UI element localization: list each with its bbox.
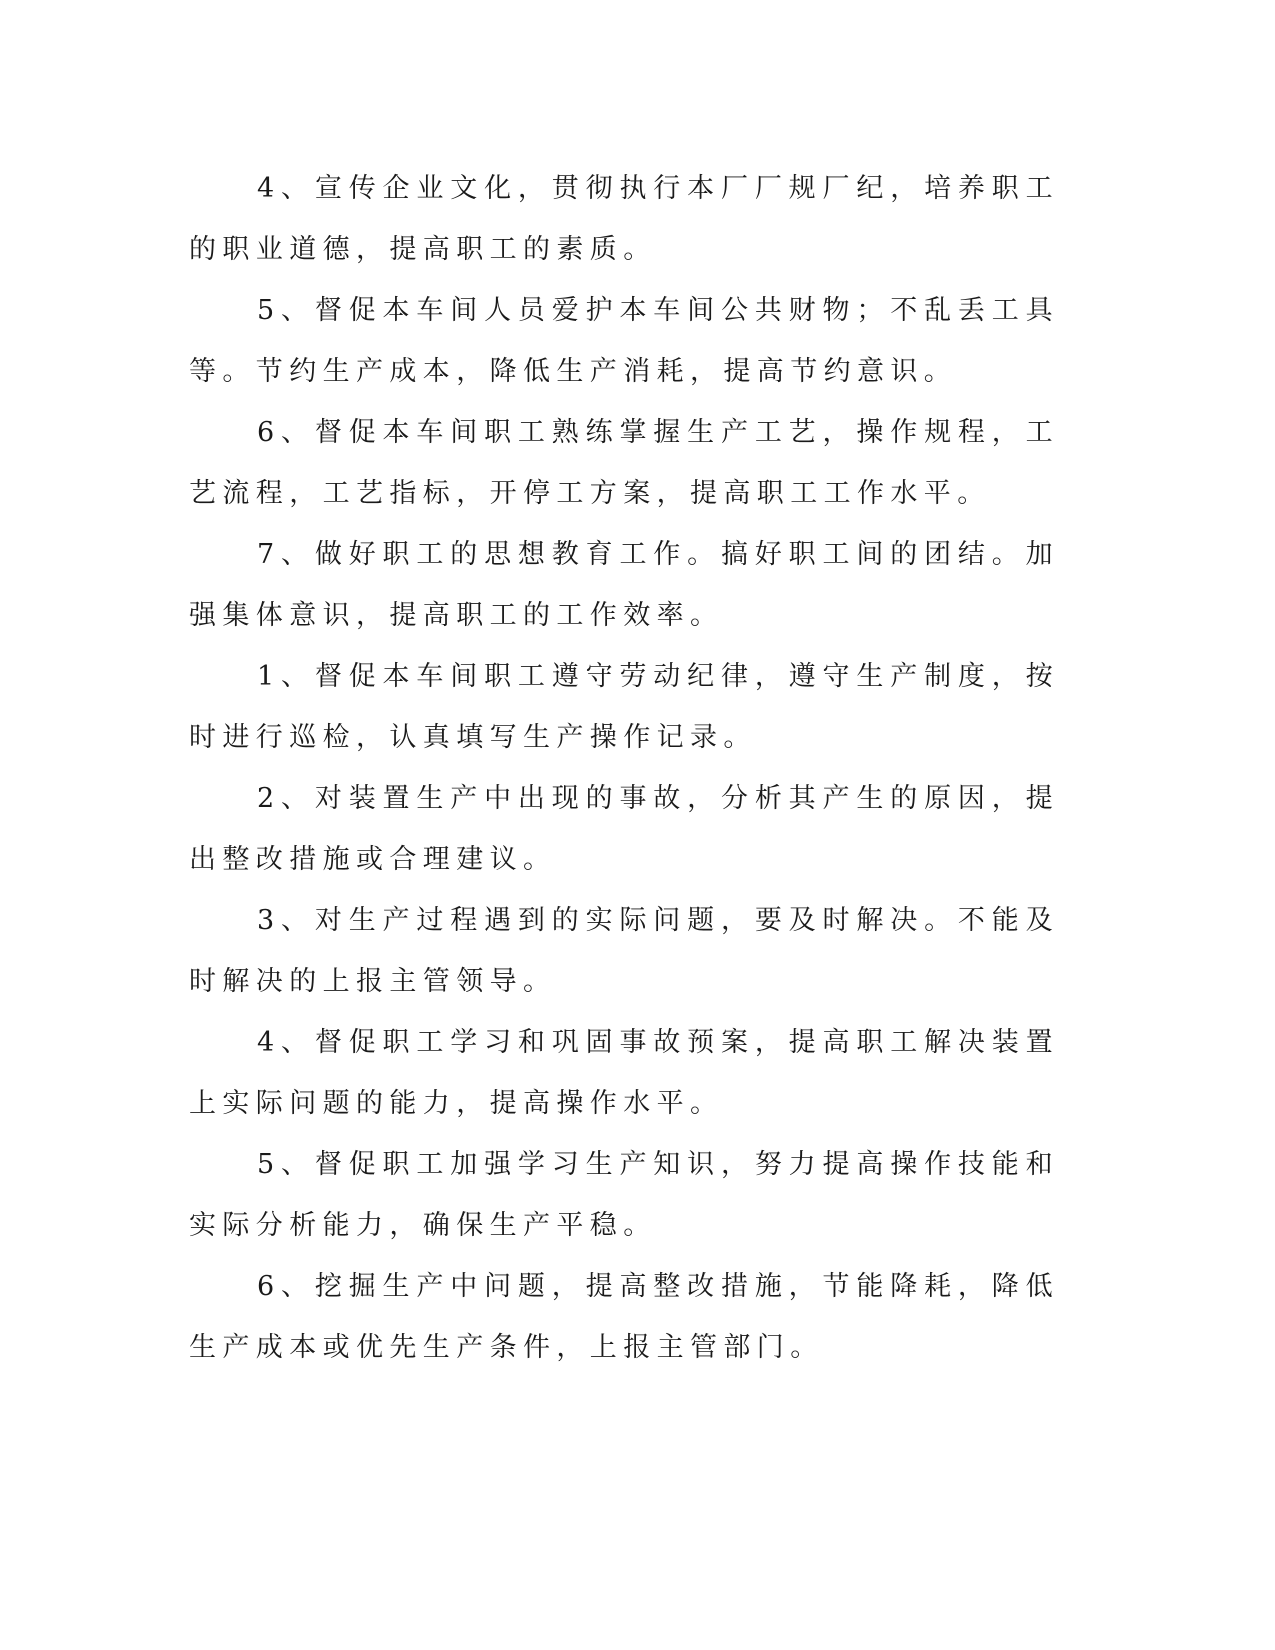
paragraph: 6、督促本车间职工熟练掌握生产工艺，操作规程，工艺流程，工艺指标，开停工方案，提高职工工作水平。: [189, 417, 1059, 509]
paragraph: 5、督促本车间人员爱护本车间公共财物；不乱丢工具等。节约生产成本，降低生产消耗，提高节约意识。: [189, 295, 1059, 387]
paragraph: 4、督促职工学习和巩固事故预案，提高职工解决装置上实际问题的能力，提高操作水平。: [189, 1027, 1059, 1119]
paragraph: 7、做好职工的思想教育工作。搞好职工间的团结。加强集体意识，提高职工的工作效率。: [189, 539, 1059, 631]
paragraph: 6、挖掘生产中问题，提高整改措施，节能降耗，降低生产成本或优先生产条件，上报主管部门。: [189, 1271, 1059, 1363]
paragraph: 5、督促职工加强学习生产知识，努力提高操作技能和实际分析能力，确保生产平稳。: [189, 1149, 1059, 1241]
paragraph: 1、督促本车间职工遵守劳动纪律，遵守生产制度，按时进行巡检，认真填写生产操作记录。: [189, 661, 1059, 753]
paragraph: 3、对生产过程遇到的实际问题，要及时解决。不能及时解决的上报主管领导。: [189, 905, 1059, 997]
paragraph: 2、对装置生产中出现的事故，分析其产生的原因，提出整改措施或合理建议。: [189, 783, 1059, 875]
document-body: [189, 158, 1059, 1378]
paragraph: 4、宣传企业文化，贯彻执行本厂厂规厂纪，培养职工的职业道德，提高职工的素质。: [189, 173, 1059, 265]
